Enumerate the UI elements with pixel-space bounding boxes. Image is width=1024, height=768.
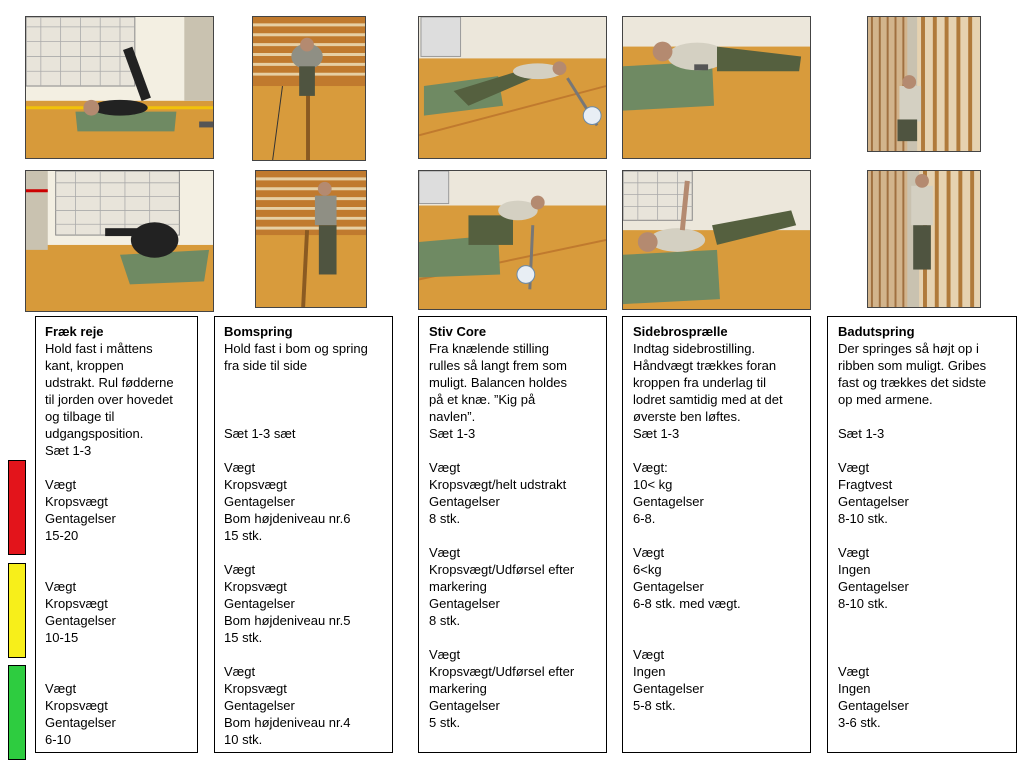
level-bar-red — [8, 460, 26, 555]
text-line: 5 stk. — [429, 715, 461, 730]
text-line — [224, 544, 384, 561]
text-line: Vægt: — [633, 460, 668, 475]
text-line — [838, 442, 1008, 459]
text-line: Gentagelser — [838, 494, 909, 509]
text-line: Fra knælende stilling — [429, 341, 549, 356]
text-line: og tilbage til — [45, 409, 115, 424]
text-line: Vægt — [838, 460, 870, 475]
photo-bomspring-1 — [252, 16, 366, 161]
exercise-title: Sidebrosprælle — [633, 324, 728, 339]
text-line — [838, 408, 1008, 425]
text-line — [429, 629, 598, 646]
text-line — [633, 612, 802, 629]
text-line — [633, 527, 802, 544]
text-line: markering — [429, 579, 487, 594]
text-line: Kropsvægt — [45, 494, 108, 509]
photo-sidebrospraelle-1 — [622, 16, 811, 159]
text-line: på et knæ. ”Kig på — [429, 392, 536, 407]
text-line: Vægt — [45, 477, 77, 492]
text-line: 10 stk. — [224, 732, 263, 747]
text-line: 15 stk. — [224, 630, 263, 645]
exercise-title: Badutspring — [838, 324, 915, 339]
photo-fraek-reje-2 — [25, 170, 214, 312]
text-line — [224, 646, 384, 663]
text-line: Kropsvægt — [224, 681, 287, 696]
exercise-card-sidebrospraelle — [622, 316, 811, 753]
text-line: Gentagelser — [429, 596, 500, 611]
photo-badutspring-2 — [867, 170, 981, 308]
exercise-description — [838, 340, 1008, 731]
exercise-title: Stiv Core — [429, 324, 487, 339]
text-line: navlen”. — [429, 409, 476, 424]
text-line: 8-10 stk. — [838, 596, 888, 611]
text-line: lodret samtidig med at det — [633, 392, 783, 407]
text-line: Ingen — [838, 681, 871, 696]
text-line: udgangsposition. — [45, 426, 144, 441]
text-line: Kropsvægt/helt udstrakt — [429, 477, 567, 492]
text-line: 6-10 — [45, 732, 72, 747]
text-line: Der springes så højt op i — [838, 341, 979, 356]
text-line — [45, 544, 189, 561]
text-line: Bom højdeniveau nr.6 — [224, 511, 351, 526]
text-line: Bom højdeniveau nr.5 — [224, 613, 351, 628]
text-line: Sæt 1-3 — [429, 426, 476, 441]
text-line: udstrakt. Rul fødderne — [45, 375, 174, 390]
text-line: Ingen — [633, 664, 666, 679]
text-line: 8-10 stk. — [838, 511, 888, 526]
text-line: Vægt — [224, 664, 256, 679]
text-line: 3-6 stk. — [838, 715, 881, 730]
text-line: Gentagelser — [633, 494, 704, 509]
text-line — [838, 629, 1008, 646]
text-line — [633, 442, 802, 459]
text-line — [838, 527, 1008, 544]
text-line: Bom højdeniveau nr.4 — [224, 715, 351, 730]
text-line — [838, 646, 1008, 663]
text-line: Gentagelser — [224, 596, 295, 611]
text-line — [633, 629, 802, 646]
text-line: Gentagelser — [224, 698, 295, 713]
text-line: Gentagelser — [45, 715, 116, 730]
text-line — [45, 646, 189, 663]
text-line: Gentagelser — [838, 579, 909, 594]
text-line — [224, 408, 384, 425]
text-line — [429, 442, 598, 459]
text-line: 5-8 stk. — [633, 698, 676, 713]
text-line: 8 stk. — [429, 511, 461, 526]
photo-badutspring-1 — [867, 16, 981, 152]
text-line: Kropsvægt — [45, 596, 108, 611]
text-line: 6<kg — [633, 562, 662, 577]
text-line: 10-15 — [45, 630, 79, 645]
text-line — [45, 459, 189, 476]
text-line — [429, 527, 598, 544]
text-line: Kropsvægt/Udførsel efter — [429, 664, 575, 679]
text-line: Kropsvægt — [224, 477, 287, 492]
text-line — [224, 374, 384, 391]
text-line — [224, 442, 384, 459]
text-line: 15 stk. — [224, 528, 263, 543]
text-line: Vægt — [429, 545, 461, 560]
text-line: Fragtvest — [838, 477, 893, 492]
text-line: Gentagelser — [838, 698, 909, 713]
text-line: Håndvægt trækkes foran — [633, 358, 777, 373]
text-line: Sæt 1-3 — [633, 426, 680, 441]
text-line: Sæt 1-3 sæt — [224, 426, 296, 441]
text-line: 8 stk. — [429, 613, 461, 628]
text-line: Vægt — [224, 460, 256, 475]
exercise-description — [224, 340, 384, 748]
text-line: Sæt 1-3 — [45, 443, 92, 458]
text-line — [45, 561, 189, 578]
text-line: Kropsvægt — [224, 579, 287, 594]
text-line: Kropsvægt/Udførsel efter — [429, 562, 575, 577]
text-line: Gentagelser — [633, 681, 704, 696]
text-line: 6-8. — [633, 511, 656, 526]
text-line: Ingen — [838, 562, 871, 577]
photo-stiv-core-1 — [418, 16, 607, 159]
exercise-card-bomspring — [214, 316, 393, 753]
text-line — [224, 391, 384, 408]
text-line: Kropsvægt — [45, 698, 108, 713]
exercise-description — [633, 340, 802, 714]
text-line: ribben som muligt. Gribes — [838, 358, 987, 373]
text-line: Gentagelser — [633, 579, 704, 594]
text-line: Gentagelser — [45, 613, 116, 628]
text-line: Vægt — [45, 681, 77, 696]
text-line: rulles så langt frem som — [429, 358, 567, 373]
text-line: fra side til side — [224, 358, 308, 373]
text-line: Vægt — [838, 545, 870, 560]
exercise-card-badutspring — [827, 316, 1017, 753]
text-line: øverste ben løftes. — [633, 409, 741, 424]
exercise-card-stiv-core — [418, 316, 607, 753]
text-line: Vægt — [633, 545, 665, 560]
text-line: 10< kg — [633, 477, 673, 492]
text-line: 6-8 stk. med vægt. — [633, 596, 741, 611]
text-line: Sæt 1-3 — [838, 426, 885, 441]
photo-sidebrospraelle-2 — [622, 170, 811, 310]
level-bar-green — [8, 665, 26, 760]
text-line: Gentagelser — [224, 494, 295, 509]
text-line: Gentagelser — [429, 494, 500, 509]
text-line: markering — [429, 681, 487, 696]
text-line: Vægt — [45, 579, 77, 594]
level-bar-yellow — [8, 563, 26, 658]
text-line: Vægt — [224, 562, 256, 577]
exercise-title: Bomspring — [224, 324, 293, 339]
text-line — [45, 663, 189, 680]
exercise-card-fraek-reje — [35, 316, 198, 753]
exercise-title: Fræk reje — [45, 324, 104, 339]
photo-stiv-core-2 — [418, 170, 607, 310]
text-line: Vægt — [633, 647, 665, 662]
text-line: Gentagelser — [429, 698, 500, 713]
text-line: fast og trækkes det sidste — [838, 375, 987, 390]
text-line: 15-20 — [45, 528, 79, 543]
text-line: Vægt — [429, 647, 461, 662]
text-line: op med armene. — [838, 392, 933, 407]
text-line — [838, 612, 1008, 629]
text-line: Vægt — [838, 664, 870, 679]
exercise-description — [429, 340, 598, 731]
text-line: kant, kroppen — [45, 358, 124, 373]
text-line: Gentagelser — [45, 511, 116, 526]
text-line: Vægt — [429, 460, 461, 475]
photo-bomspring-2 — [255, 170, 367, 308]
text-line: kroppen fra underlag til — [633, 375, 766, 390]
exercise-description — [45, 340, 189, 748]
text-line: Indtag sidebrostilling. — [633, 341, 756, 356]
text-line: muligt. Balancen holdes — [429, 375, 568, 390]
text-line: til jorden over hovedet — [45, 392, 173, 407]
photo-fraek-reje-1 — [25, 16, 214, 159]
text-line: Hold fast i bom og spring — [224, 341, 368, 356]
text-line: Hold fast i måttens — [45, 341, 153, 356]
